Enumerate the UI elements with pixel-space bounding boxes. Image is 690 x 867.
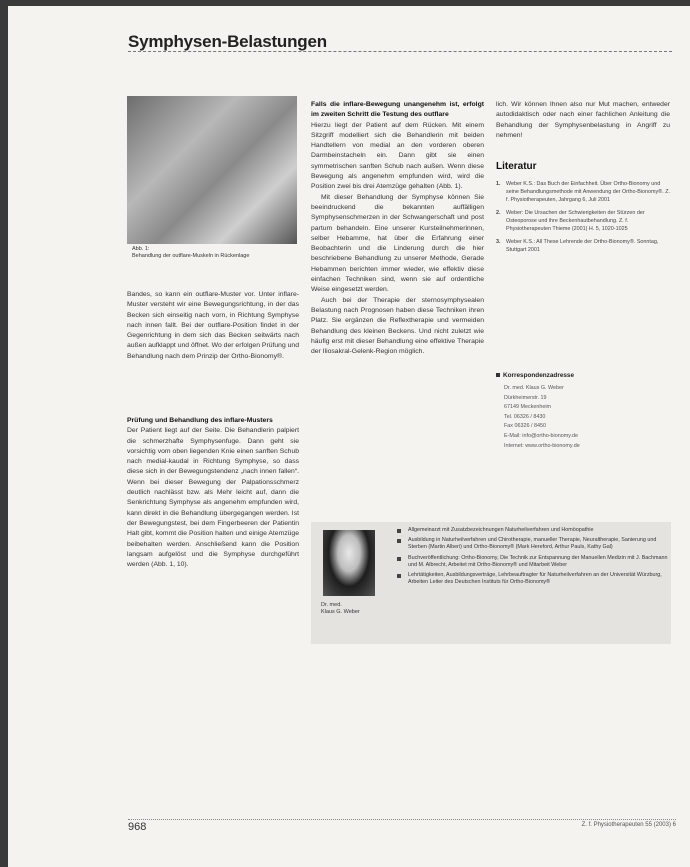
address-line: Tel. 06326 / 8430 xyxy=(504,413,546,420)
bio-item: Lehrtätigkeiten, Ausbildungsverträge, Lehrbeauftragter für Naturheilverfahren an der Universität Würzburg, Arbeiten Leiter des Deutschen Instituts für Ortho-Bionomy® xyxy=(396,572,668,586)
col1-intro: Bandes, so kann ein outflare-Muster vor. Unter inflare-Muster versteht wir eine Bewegungsrichtung, in der das Becken sich einseitig nach vorn, in Richtung Symphyse nach innen fallt. Bei der outflare-Position findet in der Gegenrichtung in dem sich das Becken seitwärts nach außen aufklappt und öffnet. Wo der erfolgen Prüfung und Behandlung nach dem Prinzip der Ortho-Bionomy®. xyxy=(127,291,299,360)
address-line: Fax 06326 / 8450 xyxy=(504,423,546,430)
address-line: Dürkheimerstr. 19 xyxy=(504,394,547,401)
address-line: Dr. med. Klaus G. Weber xyxy=(504,385,564,391)
col2-text3: Auch bei der Therapie der sternosymphysealen Belastung nach Prognosen haben diese Techniken ihren Platz. Sie ergänzen die Reflextherapie und vermeiden Behandlung des kleinen Beckens. Und nicht zuletzt wie häufig erst mit dieser Behandlung eine effektive Therapie der Iliosakral-Gelenk-Region möglich. xyxy=(311,296,484,356)
col1-section xyxy=(127,416,299,570)
author-bio-list xyxy=(396,527,668,589)
reference-item: 2. Weber: Die Ursachen der Schwierigkeiten der Stürzen der Osteoporose und ihre Beckenhautbehandlung. Z. f. Physiotherapeuten Thieme (2001) H. 5, 1020-1025 xyxy=(496,210,645,232)
page-number: 968 xyxy=(128,821,147,833)
author-portrait xyxy=(323,530,375,596)
treatment-photo xyxy=(127,96,297,244)
address-line: 67149 Meckenheim xyxy=(504,404,552,411)
portrait-caption: Dr. med. Klaus G. Weber xyxy=(321,602,360,615)
title-divider xyxy=(128,51,672,52)
bio-item: Allgemeinarzt mit Zusatzbezeichnungen Naturheilverfahren und Homöopathie xyxy=(396,527,668,534)
col2-heading: Falls die inflare-Bewegung unangenehm ist, erfolgt im zweiten Schritt die Testung des outflare xyxy=(311,101,484,119)
bio-item: Buchveröffentlichung: Ortho-Bionomy, Die Technik zur Entspannung der Manuellen Medizin mit J. Bachmann und M. Albrecht, Arbeitet mit Ortho-Bionomy® und Mitarbeit Weber xyxy=(396,555,668,569)
col2-text1: Hierzu liegt der Patient auf dem Rücken. Mit einem Sitzgriff modelliert sich die Behandlerin mit beiden Handtellern von medial an den vorderen oberen Darmbeinstacheln ein. Dann gibt sie einen symmetrischen sanften Schub nach außen. Wenn diese Bewegung als angenehm empfunden wird, wird die Position zwei bis drei Atemzüge gehalten (Abb. 1). xyxy=(311,121,484,191)
col2-text2: Mit dieser Behandlung der Symphyse können Sie beeindruckend die bekannten auffälligen Symphysenschmerzen in der Schwangerschaft und post partum behandeln. Eine unserer Kursteilnehmerinnen, selber Hebamme, hat über die Erfahrung einer Beobachterin und die Linderung durch die hier beschriebene Behandlung zu unserer Methode, Gerade Hebammen berichten immer wieder, wie effektiv diese einfachen Techniken sind, wenn sie auf ordentliche Weise eingesetzt werden. xyxy=(311,193,484,294)
journal-reference: Z. f. Physiotherapeuten 55 (2003) 6 xyxy=(581,822,676,828)
col2 xyxy=(311,100,484,357)
reference-item: 1. Weber K.S.: Das Buch der Einfachheit. Über Ortho-Bionomy und seine Behandlungsmethode mit Anwendung der Ortho-Bionomy®. Z. f. Physiotherapeuten, Jahrgang 6, Juli 2001 xyxy=(496,181,670,203)
figure-caption: Abb. 1: Behandlung der outflare-Muskeln in Rückenlage xyxy=(132,246,250,259)
address-email[interactable]: E-Mail: info@ortho-bionomy.de xyxy=(504,432,578,439)
correspondence-address xyxy=(504,384,580,451)
footer-divider xyxy=(128,819,676,820)
address-website[interactable]: Internet: www.ortho-bionomy.de xyxy=(504,442,580,449)
col1-text: Der Patient liegt auf der Seite. Die Behandlerin palpiert die schmerzhafte Symphysenfuge. Dann geht sie vorsichtig vom oben liegenden Knie einen sanften Schub nach medial-kaudal in Richtung Symphyse, so dass diese sich in der Bewegungstendenz „nach innen fallen“. Wenn bei dieser Bewegung der Palpationsschmerz deutlich nachlässt bzw. als Mehr leicht auf, dann die Senkrichtung Symphyse als angenehm empfunden wird, kann direkt in die Behandlung übergegangen werden. Ist der Bewegungstest, bei dem Fingerbeeren der Patientin Halt gibt, kommt die Position halten und einige Atemzüge beibehalten werden. Anschließend kann die Position langsam aufgelöst und die Symphyse durchgeführt werden (Abb. 1, 10). xyxy=(127,427,299,569)
reference-list xyxy=(496,180,670,259)
col3-text: lich. Wir können Ihnen also nur Mut machen, entweder autodidaktisch oder nach einer fachlichen Anleitung die Behandlung der Symphysenbelastung in Angriff zu nehmen! xyxy=(496,101,670,139)
col1-heading: Prüfung und Behandlung des inflare-Musters xyxy=(127,417,273,424)
bio-item: Ausbildung in Naturheilverfahren und Chirotherapie, manueller Therapie, Neuraltherapie, Sanierung und Sterben (Martin Alberi) und Ortho-Bionomy® (Mark Hereford, Arthur Pauls, Kathy Gal) xyxy=(396,537,668,551)
correspondence-heading: Korrespondenzadresse xyxy=(496,372,574,379)
reference-item: 3. Weber K.S.: All These Lehrende der Ortho-Bionomy®. Sonntag, Stuttgart 2001 xyxy=(496,239,659,253)
literature-heading: Literatur xyxy=(496,161,537,172)
journal-page xyxy=(8,6,690,867)
square-bullet-icon xyxy=(496,373,500,377)
page-title: Symphysen-Belastungen xyxy=(128,32,327,51)
